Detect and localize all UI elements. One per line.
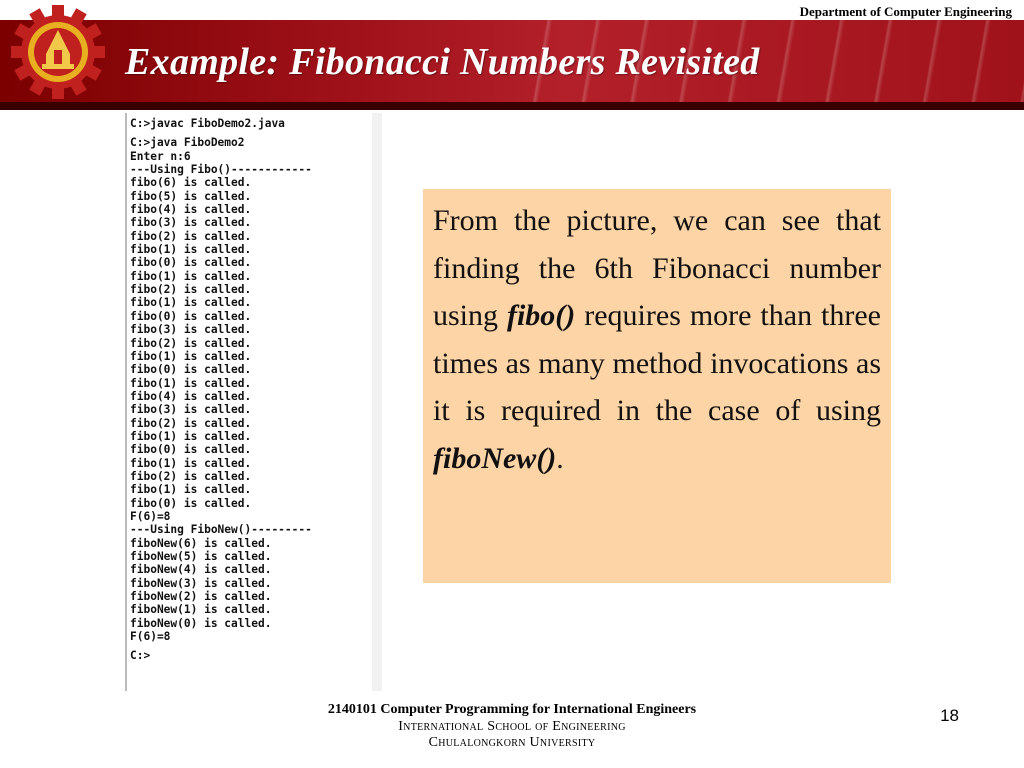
console-line: fibo(4) is called.: [130, 389, 252, 403]
console-line: fibo(1) is called.: [130, 376, 252, 390]
page-number: 18: [940, 706, 959, 725]
explanation-paragraph: [433, 197, 881, 482]
console-line: fibo(1) is called.: [130, 269, 252, 283]
console-line: fibo(2) is called.: [130, 336, 252, 350]
console-line: fibo(3) is called.: [130, 216, 252, 230]
console-line: ---Using FiboNew()---------: [130, 523, 312, 537]
console-line: ---Using Fibo()------------: [130, 163, 312, 177]
console-line: fibo(4) is called.: [130, 203, 252, 217]
console-line: fibo(0) is called.: [130, 309, 252, 323]
band-bottom-stripe: [0, 102, 1024, 110]
console-line: fibo(1) is called.: [130, 296, 252, 310]
console-line: Enter n:6: [130, 149, 191, 163]
console-text: [127, 113, 382, 663]
console-line: fiboNew(5) is called.: [130, 550, 272, 563]
note-text-1: From the picture, we can see that finding the 6th Fibonacci number using: [433, 204, 881, 332]
console-line: fibo(0) is called.: [130, 363, 252, 377]
university-gear-emblem-icon: [10, 4, 106, 100]
slide-title: Example: Fibonacci Numbers Revisited: [125, 41, 760, 83]
console-line: F(6)=8: [130, 630, 171, 644]
console-line: fibo(1) is called.: [130, 349, 252, 363]
footer-school: International School of Engineering: [398, 719, 626, 734]
console-line: C:>: [130, 649, 151, 663]
console-line: fibo(5) is called.: [130, 189, 252, 203]
console-line: fibo(6) is called.: [130, 176, 252, 190]
console-line: fiboNew(3) is called.: [130, 576, 272, 590]
console-line: fibo(0) is called.: [130, 443, 252, 457]
note-keyword-fibo: fibo(): [506, 299, 576, 332]
console-line: fibo(2) is called.: [130, 283, 252, 297]
note-text-2: requires more than three times as many method invocations as it is required in the case of using: [433, 299, 882, 427]
department-label: Department of Computer Engineering: [799, 4, 1012, 19]
console-line: C:>java FiboDemo2: [130, 136, 245, 150]
console-line: fiboNew(2) is called.: [130, 590, 272, 604]
console-output-screenshot: [125, 113, 382, 691]
console-line: fiboNew(1) is called.: [130, 603, 272, 617]
console-line: fibo(2) is called.: [130, 229, 252, 243]
footer-university: Chulalongkorn University: [428, 735, 596, 750]
explanation-note-box: [423, 189, 891, 583]
console-line: C:>javac FiboDemo2.java: [130, 117, 285, 130]
console-line: fibo(3) is called.: [130, 403, 252, 417]
console-line: fibo(1) is called.: [130, 483, 252, 497]
console-line: fibo(3) is called.: [130, 323, 252, 337]
console-line: fibo(1) is called.: [130, 456, 252, 470]
console-line: fiboNew(0) is called.: [130, 616, 272, 630]
console-line: fibo(1) is called.: [130, 243, 252, 257]
console-line: F(6)=8: [130, 509, 171, 523]
console-scrollbar: [372, 113, 382, 691]
footer-course: 2140101 Computer Programming for International Engineers: [327, 702, 697, 717]
note-text-3: .: [556, 441, 564, 475]
note-keyword-fibonew: fiboNew(): [433, 441, 557, 475]
console-line: fiboNew(6) is called.: [130, 536, 272, 550]
console-line: fiboNew(4) is called.: [130, 563, 272, 577]
console-line: fibo(2) is called.: [130, 469, 252, 483]
console-line: fibo(1) is called.: [130, 429, 252, 443]
console-line: fibo(0) is called.: [130, 256, 252, 270]
console-line: fibo(0) is called.: [130, 496, 252, 510]
console-line: fibo(2) is called.: [130, 416, 252, 430]
